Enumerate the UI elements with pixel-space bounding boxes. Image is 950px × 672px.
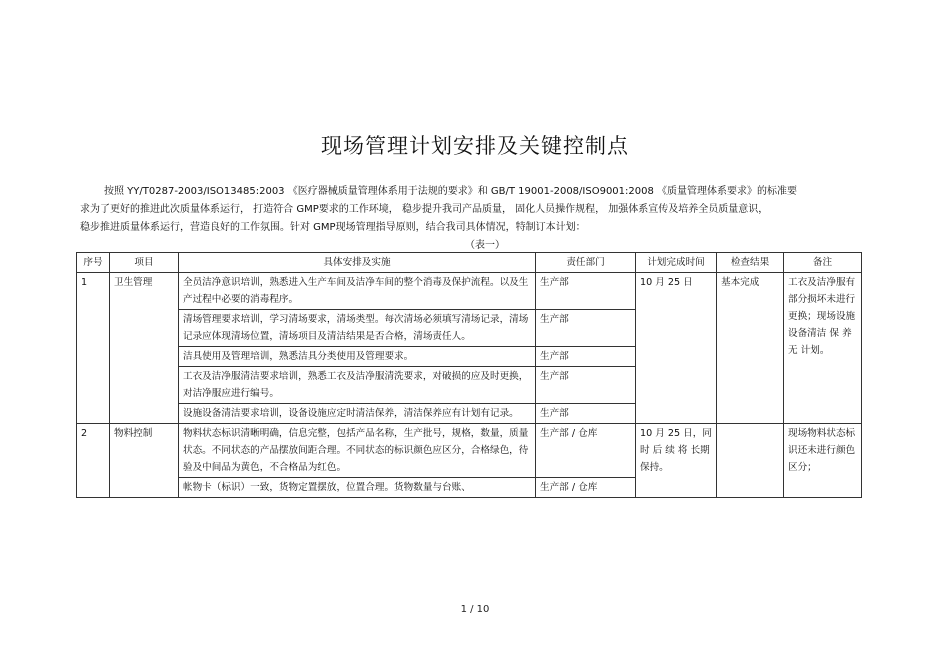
table-caption: （表一） bbox=[465, 240, 505, 251]
row-seq: 1 bbox=[77, 273, 110, 424]
task-detail: 洁具使用及管理培训，熟悉洁具分类使用及管理要求。 bbox=[179, 347, 536, 367]
intro-line: 按照 YY/T0287-2003/ISO13485:2003 《医疗器械质量管理体系用于法规的要求》和 GB/T 19001-2008/ISO9001:2008 《质量管理体系要求》的标准要 bbox=[104, 186, 798, 197]
header-detail: 具体安排及实施 bbox=[179, 253, 536, 273]
task-dept: 生产部 bbox=[536, 347, 636, 367]
table-header-row bbox=[77, 253, 862, 273]
task-dept: 生产部 / 仓库 bbox=[536, 424, 636, 478]
row-item: 卫生管理 bbox=[110, 273, 179, 424]
row-item: 物料控制 bbox=[110, 424, 179, 498]
row-time: 10 月 25 日 bbox=[636, 273, 717, 424]
row-result: 基本完成 bbox=[717, 273, 784, 424]
task-detail: 工衣及洁净服清洁要求培训，熟悉工衣及洁净服清洗要求，对破损的应及时更换，对洁净服应进行编号。 bbox=[179, 367, 536, 404]
header-note: 备注 bbox=[784, 253, 862, 273]
row-result bbox=[717, 424, 784, 498]
row-note: 现场物料状态标识还未进行颜色区分； bbox=[784, 424, 862, 498]
header-dept: 责任部门 bbox=[536, 253, 636, 273]
row-seq: 2 bbox=[77, 424, 110, 498]
task-detail: 设施设备清洁要求培训，设备设施应定时清洁保养，清洁保养应有计划有记录。 bbox=[179, 404, 536, 424]
header-item: 项目 bbox=[110, 253, 179, 273]
header-time: 计划完成时间 bbox=[636, 253, 717, 273]
intro-line: 稳步推进质量体系运行，营造良好的工作氛围。针对 GMP现场管理指导原则，结合我司具体情况，特制订本计划： bbox=[80, 222, 586, 233]
task-dept: 生产部 bbox=[536, 273, 636, 310]
page-number: 1 / 10 bbox=[460, 604, 490, 615]
task-detail: 全员洁净意识培训，熟悉进入生产车间及洁净车间的整个消毒及保护流程。以及生产过程中必要的消毒程序。 bbox=[179, 273, 536, 310]
page-title: 现场管理计划安排及关键控制点 bbox=[321, 134, 629, 158]
intro-paragraph bbox=[80, 183, 870, 237]
task-detail: 清场管理要求培训，学习清场要求，清场类型。每次清场必须填写清场记录，清场记录应体现清场位置，清场项目及清洁结果是否合格，清场责任人。 bbox=[179, 310, 536, 347]
table-row bbox=[77, 273, 862, 310]
row-time: 10 月 25 日，同 时 后 续 将 长期保持。 bbox=[636, 424, 717, 498]
task-dept: 生产部 bbox=[536, 404, 636, 424]
header-seq: 序号 bbox=[77, 253, 110, 273]
intro-line: 求为了更好的推进此次质量体系运行， 打造符合 GMP要求的工作环境， 稳步提升我司产品质量， 固化人员操作规程， 加强体系宣传及培养全员质量意识， bbox=[80, 204, 769, 215]
row-note: 工衣及洁净服有部分损坏未进行更换；现场设施设备清洁 保 养 无 计划。 bbox=[784, 273, 862, 424]
task-detail: 物料状态标识清晰明确，信息完整，包括产品名称，生产批号，规格，数量，质量状态。不同状态的产品摆放间距合理。不同状态的标识颜色应区分，合格绿色，待验及中间品为黄色，不合格品为红色。 bbox=[179, 424, 536, 478]
header-result: 检查结果 bbox=[717, 253, 784, 273]
task-dept: 生产部 bbox=[536, 310, 636, 347]
task-dept: 生产部 / 仓库 bbox=[536, 478, 636, 498]
task-detail: 帐物卡（标识）一致，货物定置摆放，位置合理。货物数量与台账、 bbox=[179, 478, 536, 498]
task-dept: 生产部 bbox=[536, 367, 636, 404]
plan-table bbox=[76, 252, 862, 498]
table-row bbox=[77, 424, 862, 478]
